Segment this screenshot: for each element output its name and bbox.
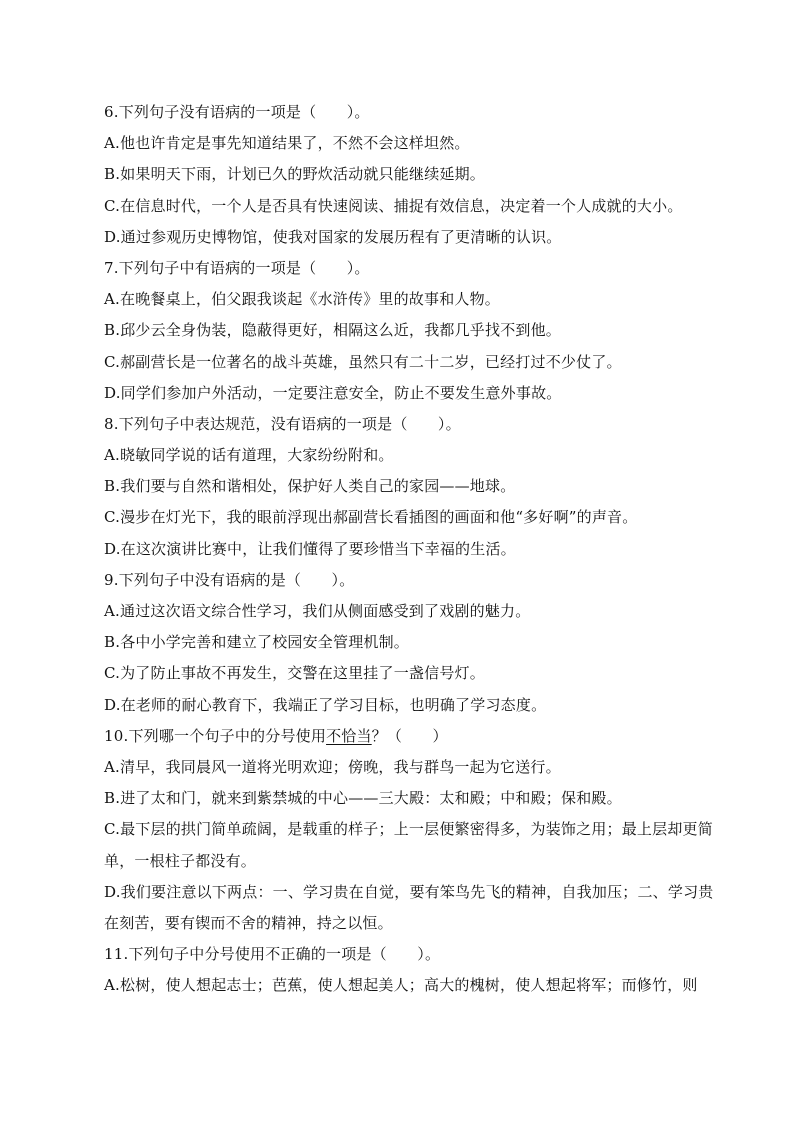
question-11-stem: 11.下列句子中分号使用不正确的一项是（ ）。 — [104, 945, 441, 964]
question-9-option-b: B.各中小学完善和建立了校园安全管理机制。 — [104, 633, 409, 652]
question-8-option-b: B.我们要与自然和谐相处，保护好人类自己的家园——地球。 — [104, 477, 516, 496]
question-7-option-c: C.郝副营长是一位著名的战斗英雄，虽然只有二十二岁，已经打过不少仗了。 — [104, 352, 622, 371]
question-10-option-a: A.清早，我同晨风一道将光明欢迎；傍晚，我与群鸟一起为它送行。 — [104, 757, 561, 776]
question-11-option-a: A.松树，使人想起志士；芭蕉，使人想起美人；高大的槐树，使人想起将军；而修竹，则 — [104, 976, 698, 995]
question-10-stem-underlined: 不恰当 — [326, 726, 372, 745]
question-7-stem: 7.下列句子中有语病的一项是（ ）。 — [104, 258, 370, 277]
question-10-option-d: D.我们要注意以下两点：一、学习贵在自觉，要有笨鸟先飞的精神，自我加压；二、学习贵在刻苦，要有锲而不舍的精神，持之以恒。 — [104, 882, 714, 932]
question-8-option-a: A.晓敏同学说的话有道理，大家纷纷附和。 — [104, 446, 394, 465]
question-7-option-a: A.在晚餐桌上，伯父跟我谈起《水浒传》里的故事和人物。 — [104, 290, 501, 309]
question-9-stem: 9.下列句子中没有语病的是（ ）。 — [104, 570, 355, 589]
question-8-option-c: C.漫步在灯光下，我的眼前浮现出郝副营长看插图的画面和他“多好啊”的声音。 — [104, 508, 638, 527]
question-6-option-c: C.在信息时代，一个人是否具有快速阅读、捕捉有效信息，决定着一个人成就的大小。 — [104, 196, 683, 215]
question-9-option-d: D.在老师的耐心教育下，我端正了学习目标，也明确了学习态度。 — [104, 695, 547, 714]
question-8-option-d: D.在这次演讲比赛中，让我们懂得了要珍惜当下幸福的生活。 — [104, 539, 516, 558]
question-6-option-b: B.如果明天下雨，计划已久的野炊活动就只能继续延期。 — [104, 165, 485, 184]
question-list — [104, 97, 724, 1002]
question-6-option-d: D.通过参观历史博物馆，使我对国家的发展历程有了更清晰的认识。 — [104, 227, 562, 246]
question-10-stem-prefix: 10.下列哪一个句子中的分号使用 — [104, 726, 327, 745]
question-7-option-d: D.同学们参加户外活动，一定要注意安全，防止不要发生意外事故。 — [104, 383, 562, 402]
question-10-option-c: C.最下层的拱门简单疏阔，是载重的样子；上一层便繁密得多，为装饰之用；最上层却更简单，一根柱子都没有。 — [104, 820, 713, 870]
question-7-option-b: B.邱少云全身伪装，隐蔽得更好，相隔这么近，我都几乎找不到他。 — [104, 321, 561, 340]
question-6-option-a: A.他也许肯定是事先知道结果了，不然不会这样坦然。 — [104, 134, 470, 153]
question-6-stem: 6.下列句子没有语病的一项是（ ）。 — [104, 103, 370, 121]
question-9-option-a: A.通过这次语文综合性学习，我们从侧面感受到了戏剧的魅力。 — [104, 602, 531, 620]
question-9-option-c: C.为了防止事故不再发生，交警在这里挂了一盏信号灯。 — [104, 664, 485, 683]
question-10-stem — [104, 721, 724, 752]
question-8-stem: 8.下列句子中表达规范，没有语病的一项是（ ）。 — [104, 414, 461, 433]
question-10-option-b: B.进了太和门，就来到紫禁城的中心——三大殿：太和殿；中和殿；保和殿。 — [104, 789, 622, 808]
question-10-stem-suffix: ？（ ） — [371, 726, 448, 745]
